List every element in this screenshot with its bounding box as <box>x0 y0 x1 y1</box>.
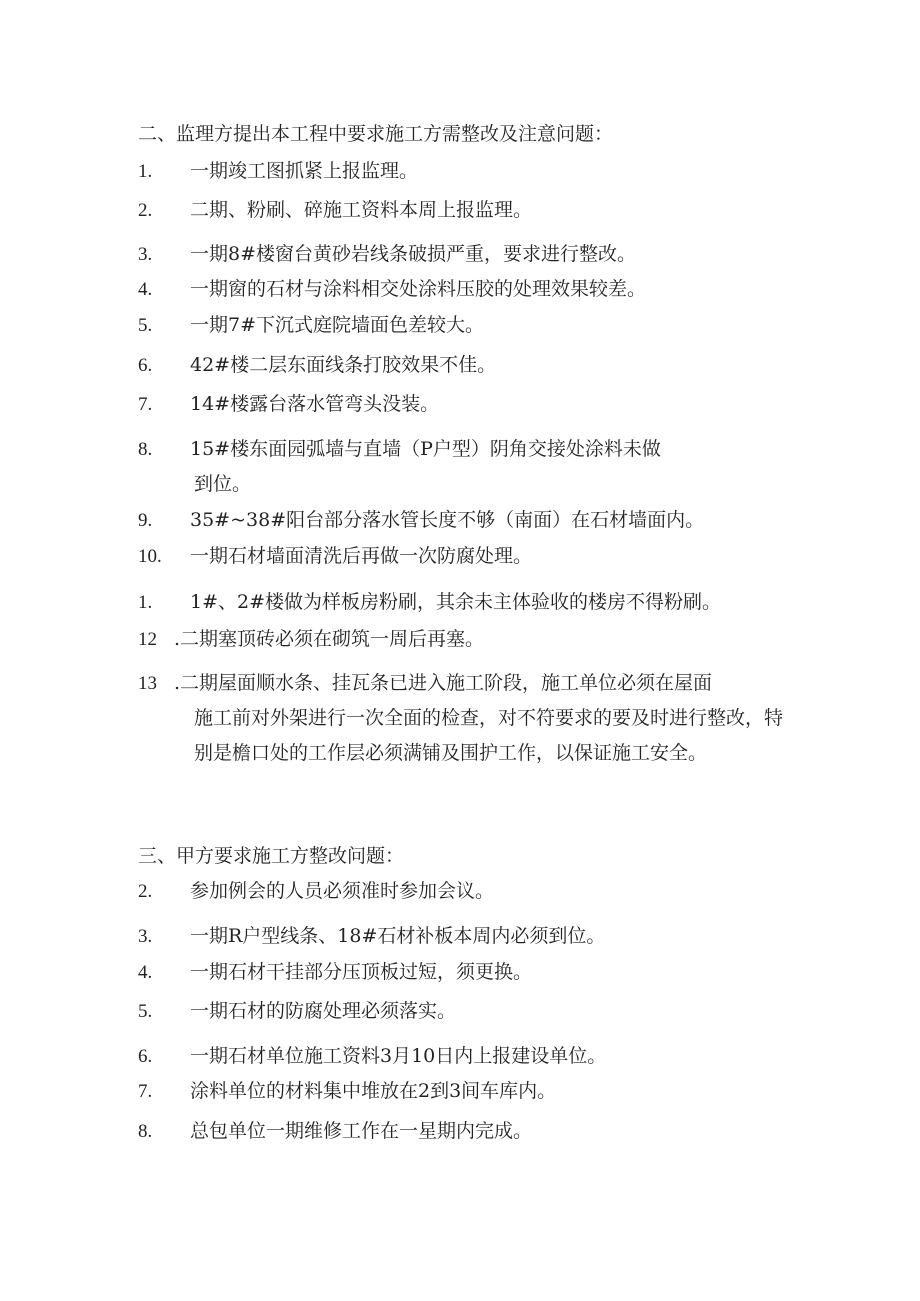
item-text: 一期窗的石材与涂料相交处涂料压胶的处理效果较差。 <box>190 278 647 300</box>
item-number: 8. <box>138 1121 153 1142</box>
item-number: 8. <box>138 439 153 460</box>
item-text: 参加例会的人员必须准时参加会议。 <box>190 880 495 902</box>
item-text: 总包单位一期维修工作在一星期内完成。 <box>190 1120 533 1142</box>
item-text: 一期石材单位施工资料3月10日内上报建设单位。 <box>190 1045 607 1067</box>
item-number: 5. <box>138 1001 153 1022</box>
item-text: 35#~38#阳台部分落水管长度不够（南面）在石材墙面内。 <box>190 509 705 531</box>
item-text: 一期7#下沉式庭院墙面色差较大。 <box>190 314 485 336</box>
item-text: 一期石材的防腐处理必须落实。 <box>190 1000 457 1022</box>
item-number: 6. <box>138 1046 153 1067</box>
item-number: 5. <box>138 315 153 336</box>
item-number: 2. <box>138 881 153 902</box>
item-number: 13 <box>138 673 157 694</box>
item-text: .二期塞顶砖必须在砌筑一周后再塞。 <box>174 628 485 650</box>
section-3-heading: 三、甲方要求施工方整改问题： <box>138 845 405 867</box>
item-text: 涂料单位的材料集中堆放在2到3间车库内。 <box>190 1080 557 1102</box>
item-number: 7. <box>138 394 153 415</box>
item-number: 4. <box>138 962 153 983</box>
item-text: 一期石材墙面清洗后再做一次防腐处理。 <box>190 545 533 567</box>
item-text: 一期竣工图抓紧上报监理。 <box>190 160 419 182</box>
item-number: 4. <box>138 279 153 300</box>
item-text: 一期石材干挂部分压顶板过短，须更换。 <box>190 961 533 983</box>
item-text-line: 15#楼东面园弧墙与直墙（P户型）阴角交接处涂料未做 <box>190 438 661 460</box>
item-number: 6. <box>138 355 153 376</box>
item-number: 10. <box>138 546 162 567</box>
item-text: 14#楼露台落水管弯头没装。 <box>190 393 440 415</box>
item-text: 二期、粉刷、碎施工资料本周上报监理。 <box>190 199 533 221</box>
item-number: 1. <box>138 592 153 613</box>
item-text: 42#楼二层东面线条打胶效果不佳。 <box>190 354 497 376</box>
item-text-continuation: 施工前对外架进行一次全面的检查，对不符要求的要及时进行整改，特别是檐口处的工作层必须满铺及围护工作，以保证施工安全。 <box>194 707 784 764</box>
item-text: 一期8#楼窗台黄砂岩线条破损严重，要求进行整改。 <box>190 243 637 265</box>
item-text: 一期R户型线条、18#石材补板本周内必须到位。 <box>190 925 606 947</box>
item-number: 1. <box>138 161 153 182</box>
item-number: 3. <box>138 244 153 265</box>
item-number: 7. <box>138 1081 153 1102</box>
item-text <box>190 432 790 502</box>
item-number: 3. <box>138 926 153 947</box>
section-2-heading: 二、监理方提出本工程中要求施工方需整改及注意问题： <box>138 123 614 145</box>
item-number: 12 <box>138 629 157 650</box>
item-text <box>174 666 794 771</box>
item-text: 1#、2#楼做为样板房粉刷，其余未主体验收的楼房不得粉刷。 <box>190 591 722 613</box>
item-text-line: .二期屋面顺水条、挂瓦条已进入施工阶段，施工单位必须在屋面 <box>174 672 713 694</box>
item-number: 9. <box>138 510 153 531</box>
item-text-continuation: 到位。 <box>194 473 252 495</box>
item-number: 2. <box>138 200 153 221</box>
